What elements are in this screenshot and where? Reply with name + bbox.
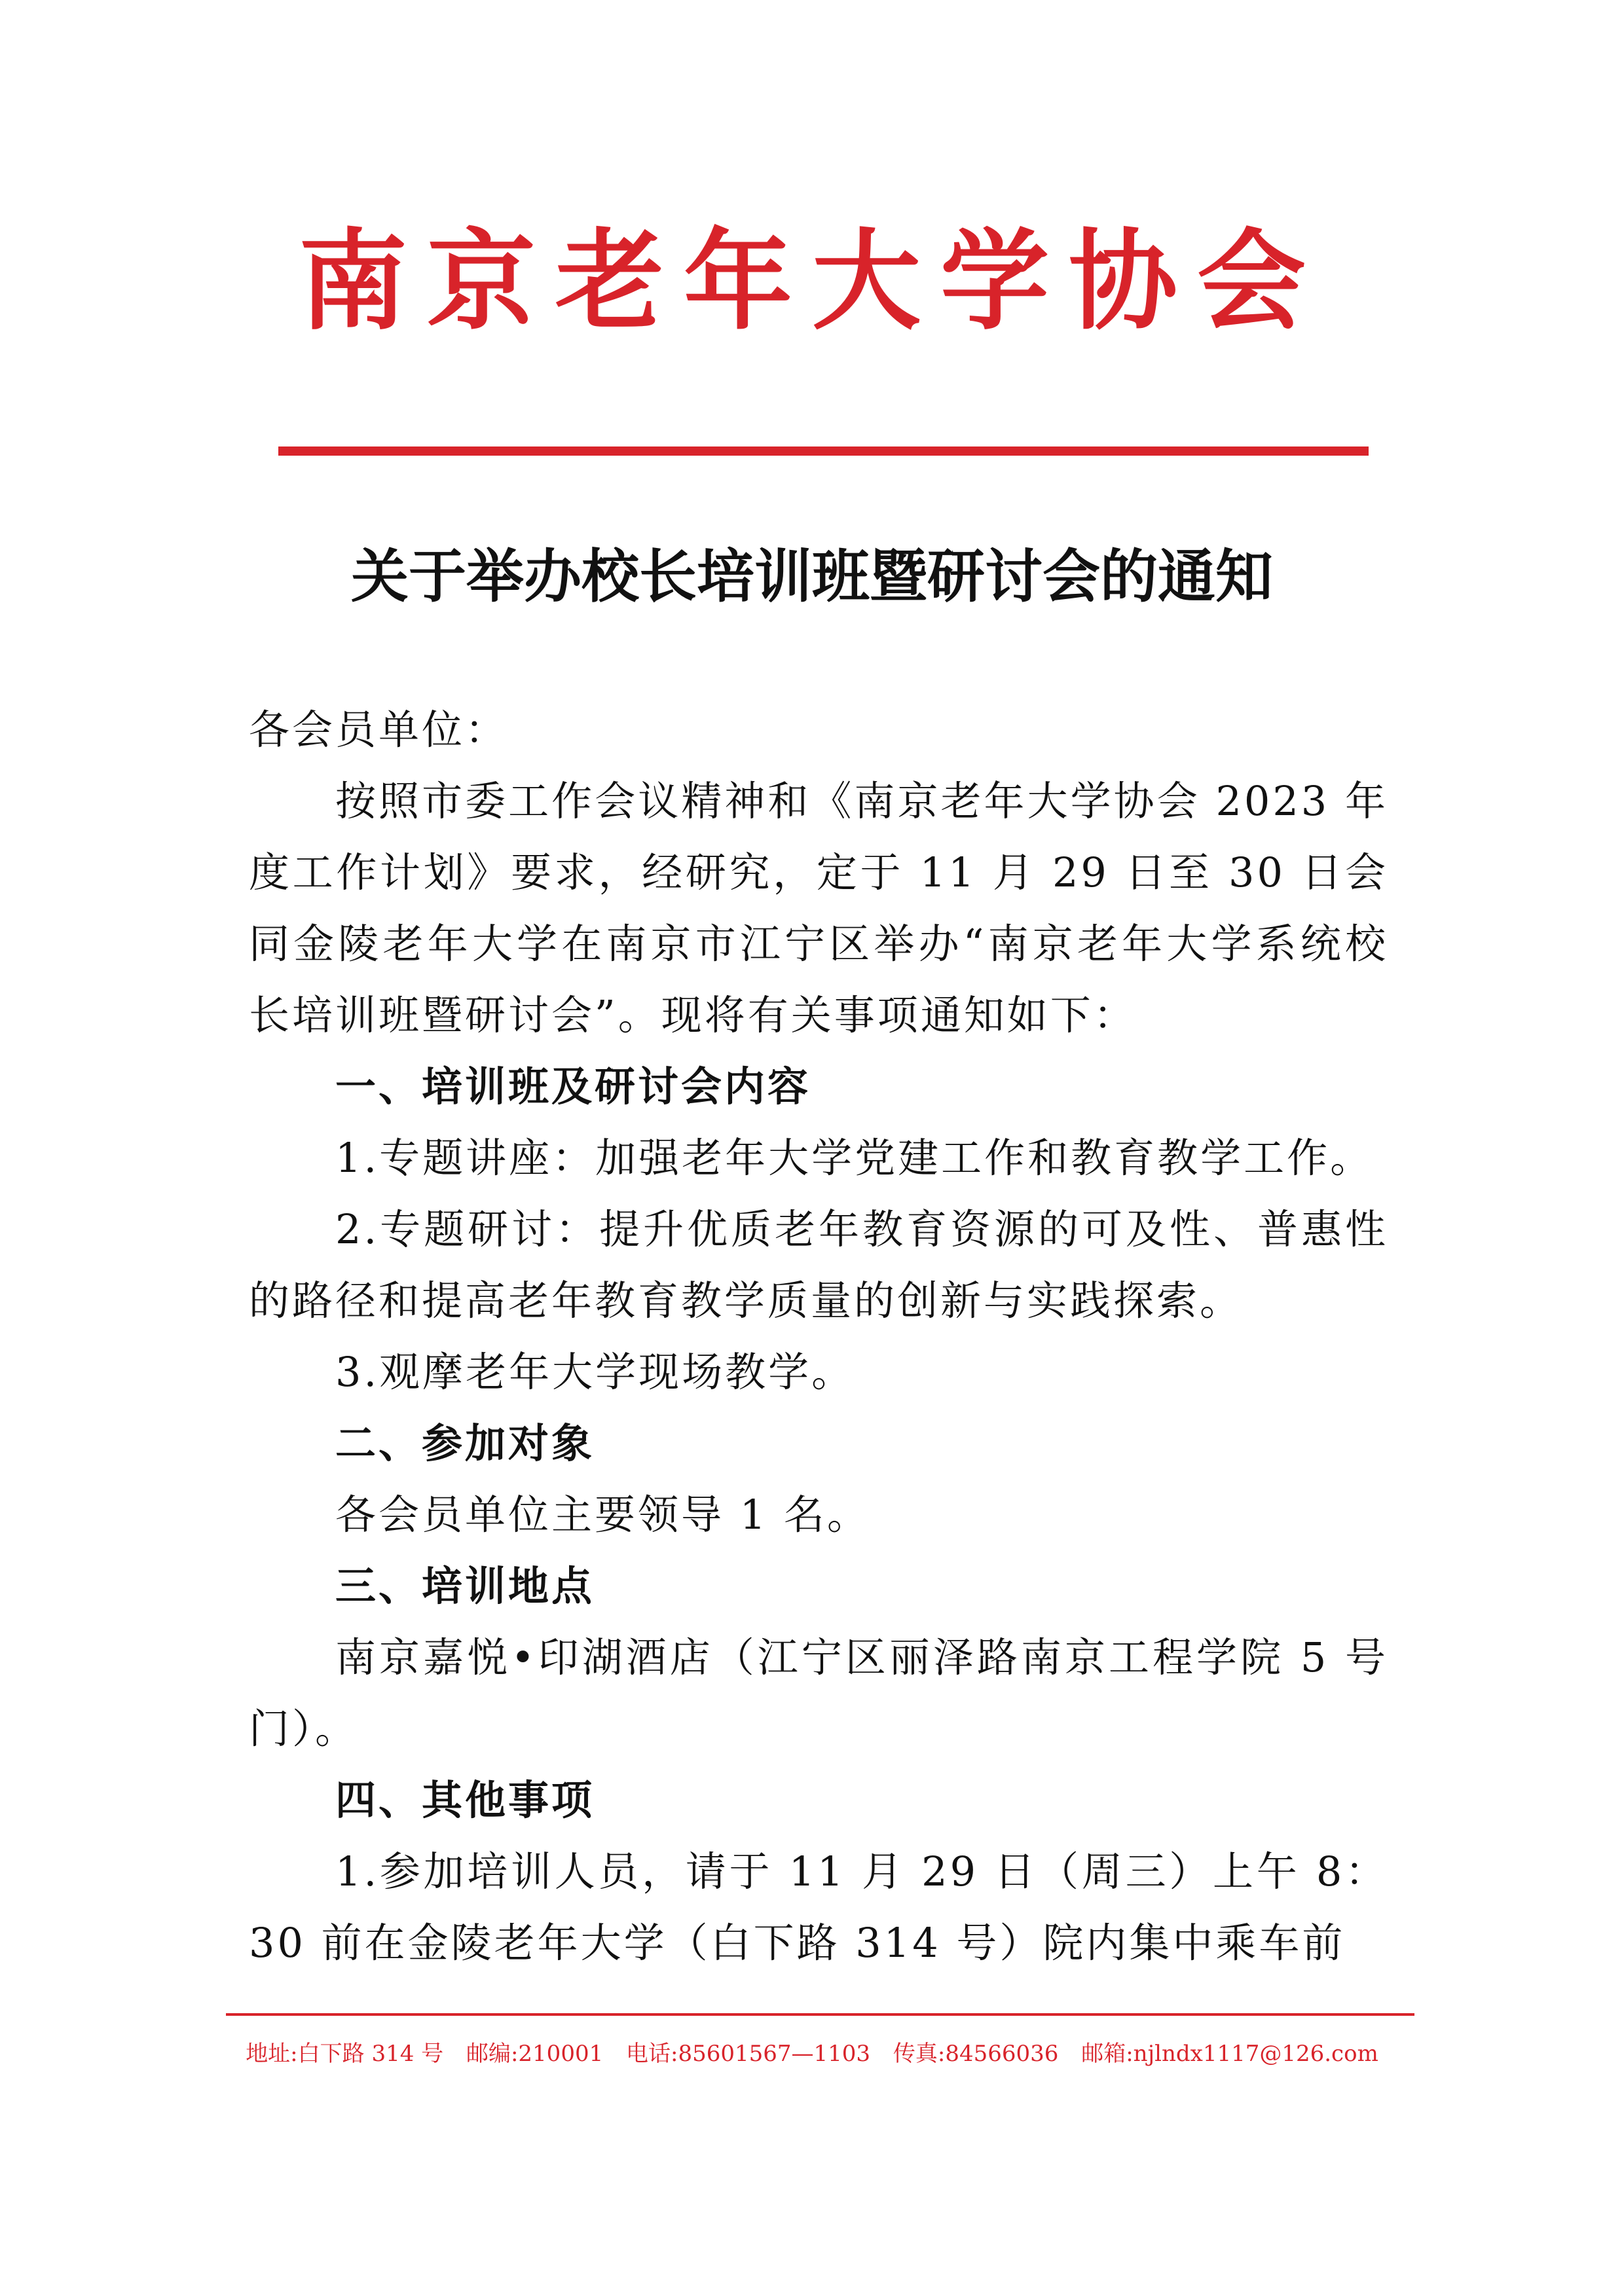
- section-paragraph: 各会员单位主要领导 1 名。: [335, 1491, 870, 1539]
- section-paragraph: 3.观摩老年大学现场教学。: [335, 1348, 855, 1396]
- letterhead-org-name: 南京老年大学协会: [299, 217, 1325, 345]
- footer-contact-line: [0, 2037, 1624, 2070]
- document-body: [249, 694, 1388, 1978]
- footer-fax: 传真:84566036: [893, 2041, 1059, 2067]
- footer-address: 地址:白下路 314 号: [246, 2041, 444, 2067]
- section-paragraph: 2.专题研讨：提升优质老年教育资源的可及性、普惠性的路径和提高老年教育教学质量的创新与实践探索。: [249, 1205, 1388, 1324]
- document-title: 关于举办校长培训班暨研讨会的通知: [350, 542, 1273, 610]
- section-paragraph: 南京嘉悦•印湖酒店（江宁区丽泽路南京工程学院 5 号门）。: [249, 1633, 1388, 1753]
- section-paragraph: 1.参加培训人员，请于 11 月 29 日（周三）上午 8：30 前在金陵老年大学（白下路 314 号）院内集中乘车前: [249, 1848, 1388, 1967]
- section-heading-content: 一、培训班及研讨会内容: [335, 1063, 811, 1110]
- section-paragraph: 1.专题讲座：加强老年大学党建工作和教育教学工作。: [335, 1134, 1374, 1182]
- footer-postcode: 邮编:210001: [466, 2041, 604, 2067]
- footer-email: 邮箱:njlndx1117@126.com: [1081, 2041, 1378, 2067]
- footer-phone: 电话:85601567—1103: [626, 2041, 871, 2067]
- intro-paragraph: 按照市委工作会议精神和《南京老年大学协会 2023 年度工作计划》要求，经研究，定于 11 月 29 日至 30 日会同金陵老年大学在南京市江宁区举办“南京老年大学系统校长培训班暨研讨会”。现将有关事项通知如下：: [249, 777, 1388, 1039]
- section-heading-other-matters: 四、其他事项: [335, 1776, 595, 1824]
- section-heading-participants: 二、参加对象: [335, 1419, 595, 1467]
- section-heading-location: 三、培训地点: [335, 1562, 595, 1610]
- footer-red-rule: [226, 2013, 1414, 2016]
- letterhead-red-rule: [278, 446, 1369, 456]
- salutation: 各会员单位：: [249, 706, 509, 754]
